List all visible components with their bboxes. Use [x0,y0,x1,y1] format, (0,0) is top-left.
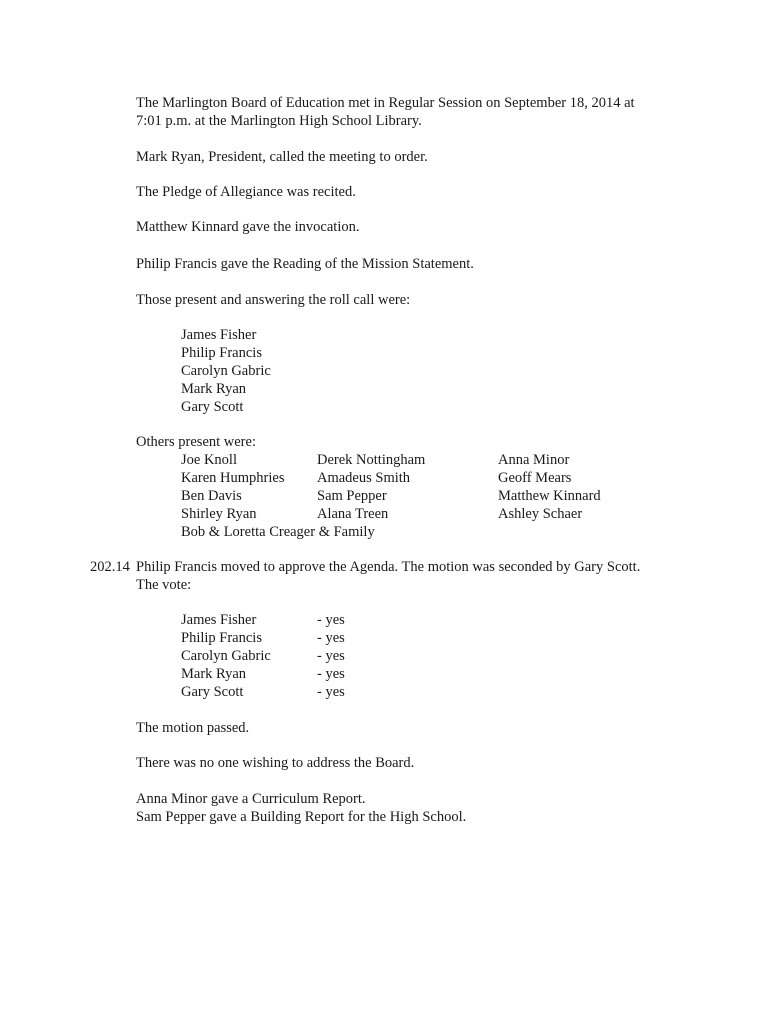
opening-line-2: 7:01 p.m. at the Marlington High School Library. [136,113,422,129]
report-line: Anna Minor gave a Curriculum Report. [136,791,366,807]
vote-value: - yes [317,612,345,628]
motion-result: The motion passed. [136,720,250,736]
vote-name: Carolyn Gabric [181,648,271,664]
report-line: Sam Pepper gave a Building Report for the High School. [136,809,467,825]
roll-call-member: Gary Scott [181,399,244,415]
roll-call-heading: Those present and answering the roll call were: [136,292,411,308]
opening-line-1: The Marlington Board of Education met in Regular Session on September 18, 2014 at [136,95,635,111]
motion-text-line-2: The vote: [136,577,192,593]
vote-value: - yes [317,684,345,700]
other-attendee: Joe Knoll [181,452,237,468]
other-attendee: Anna Minor [498,452,570,468]
mission-statement: Philip Francis gave the Reading of the Mission Statement. [136,256,474,272]
public-comment: There was no one wishing to address the Board. [136,755,415,771]
motion-text-line-1: Philip Francis moved to approve the Agenda. The motion was seconded by Gary Scott. [136,559,641,575]
vote-value: - yes [317,630,345,646]
pledge: The Pledge of Allegiance was recited. [136,184,356,200]
others-heading: Others present were: [136,434,256,450]
invocation: Matthew Kinnard gave the invocation. [136,219,360,235]
vote-name: Philip Francis [181,630,262,646]
other-attendee: Ben Davis [181,488,242,504]
other-attendee: Alana Treen [317,506,389,522]
vote-value: - yes [317,666,345,682]
other-attendee: Matthew Kinnard [498,488,601,504]
other-attendee: Geoff Mears [498,470,572,486]
other-attendee: Derek Nottingham [317,452,426,468]
motion-number: 202.14 [90,559,130,575]
other-attendee: Sam Pepper [317,488,387,504]
called-to-order: Mark Ryan, President, called the meeting to order. [136,149,428,165]
other-attendee: Bob & Loretta Creager & Family [181,524,375,540]
other-attendee: Ashley Schaer [498,506,583,522]
roll-call-member: James Fisher [181,327,257,343]
vote-name: Mark Ryan [181,666,247,682]
vote-name: Gary Scott [181,684,244,700]
vote-name: James Fisher [181,612,257,628]
roll-call-member: Philip Francis [181,345,262,361]
roll-call-member: Mark Ryan [181,381,247,397]
other-attendee: Karen Humphries [181,470,285,486]
other-attendee: Amadeus Smith [317,470,411,486]
other-attendee: Shirley Ryan [181,506,257,522]
vote-value: - yes [317,648,345,664]
roll-call-member: Carolyn Gabric [181,363,271,379]
